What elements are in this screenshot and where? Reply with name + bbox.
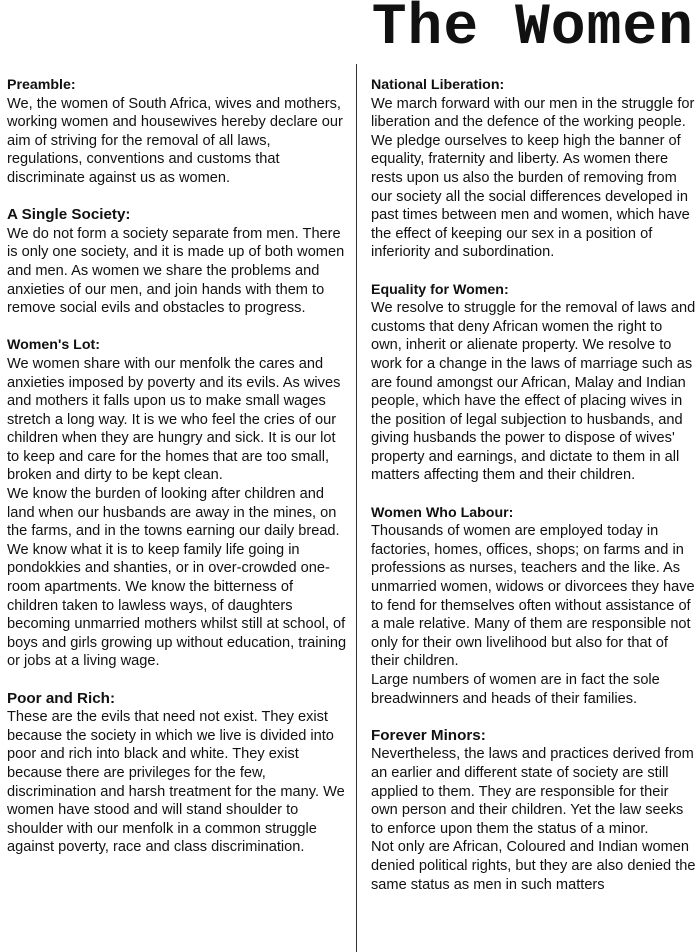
- column-divider: [356, 64, 357, 952]
- section-heading: Women Who Labour:: [371, 504, 514, 521]
- section-preamble: [7, 76, 347, 188]
- left-column: [7, 76, 347, 876]
- section-paragraph: Not only are African, Coloured and Indian women denied political rights, but they are also denied the same status as men in such matters: [371, 839, 696, 893]
- section-single-society: [7, 206, 347, 318]
- section-heading: Preamble:: [7, 77, 76, 93]
- section-heading: Poor and Rich:: [7, 689, 116, 707]
- right-column: [371, 76, 697, 913]
- section-heading: National Liberation:: [371, 77, 505, 93]
- section-poor-and-rich: [7, 690, 347, 857]
- section-paragraph: We know the burden of looking after children and land when our husbands are away in the mines, on the farms, and in the towns earning our daily bread.: [7, 486, 340, 540]
- section-paragraph: Large numbers of women are in fact the sole breadwinners and heads of their families.: [371, 672, 660, 707]
- section-paragraph: We women share with our menfolk the cares and anxieties imposed by poverty and its evils. As wives and mothers it falls upon us to make small wages stretch a long way. It is we who feel the cries of our children when they are hungry and sick. It is our lot to keep and care for the homes that are too small, broken and dirty to be kept clean.: [7, 355, 341, 484]
- section-paragraph: We know what it is to keep family life going in pondokkies and shanties, or in over-crowded one-room apartments. We know the bitterness of children taken to lawless ways, of daughters becoming unmarried mothers whilst still at school, of boys and girls growing up without education, training or jobs at a living wage.: [7, 541, 347, 670]
- section-equality-for-women: [371, 281, 697, 486]
- page-title: The Women: [371, 0, 694, 61]
- section-heading: Women's Lot:: [7, 337, 100, 354]
- section-paragraph: We, the women of South Africa, wives and mothers, working women and housewives hereby declare our aim of striving for the removal of all laws, regulations, conventions and customs that discriminate against us as women.: [7, 95, 343, 186]
- section-forever-minors: [371, 727, 697, 894]
- section-paragraph: Nevertheless, the laws and practices derived from an earlier and different state of society are still applied to them. They are responsible for their own person and their children. Yet the law seeks to enforce upon them the status of a minor.: [371, 746, 694, 837]
- section-heading: Equality for Women:: [371, 281, 509, 298]
- section-national-liberation: [371, 76, 697, 262]
- section-heading: A Single Society:: [7, 206, 131, 224]
- section-paragraph: Thousands of women are employed today in factories, homes, offices, shops; on farms and in professions as nurses, teachers and the like. As unmarried women, widows or divorcees they have to fend for themselves often without assistance of a male relative. Many of them are responsible not only for their own livelihood but also for that of their children.: [371, 523, 695, 670]
- section-paragraph: We do not form a society separate from men. There is only one society, and it is made up of both women and men. As women we share the problems and anxieties of our men, and join hands with them to remove social evils and obstacles to progress.: [7, 225, 345, 317]
- section-heading: Forever Minors:: [371, 726, 486, 744]
- section-paragraph: We resolve to struggle for the removal of laws and customs that deny African women the right to own, inherit or alienate property. We resolve to work for a change in the laws of marriage such as are found amongst our African, Malay and Indian people, which have the effect of placing wives in the position of legal subjection to husbands, and giving husbands the power to dispose of wives' property and earnings, and dictate to them in all matters affecting them and their children.: [371, 300, 696, 484]
- section-paragraph: These are the evils that need not exist. They exist because the society in which we live is divided into poor and rich into black and white. They exist because there are privileges for the few, discrimination and harsh treatment for the many. We women have stood and will stand shoulder to shoulder with our menfolk in a common struggle against poverty, race and class discrimination.: [7, 709, 345, 856]
- section-womens-lot: [7, 336, 347, 671]
- section-paragraph: We march forward with our men in the struggle for liberation and the defence of the working people. We pledge ourselves to keep high the banner of equality, fraternity and liberty. As women there rests upon us also the burden of removing from our society all the social differences developed in past times between men and women, which have the effect of keeping our sex in a position of inferiority and subordination.: [371, 95, 695, 261]
- section-women-who-labour: [371, 504, 697, 709]
